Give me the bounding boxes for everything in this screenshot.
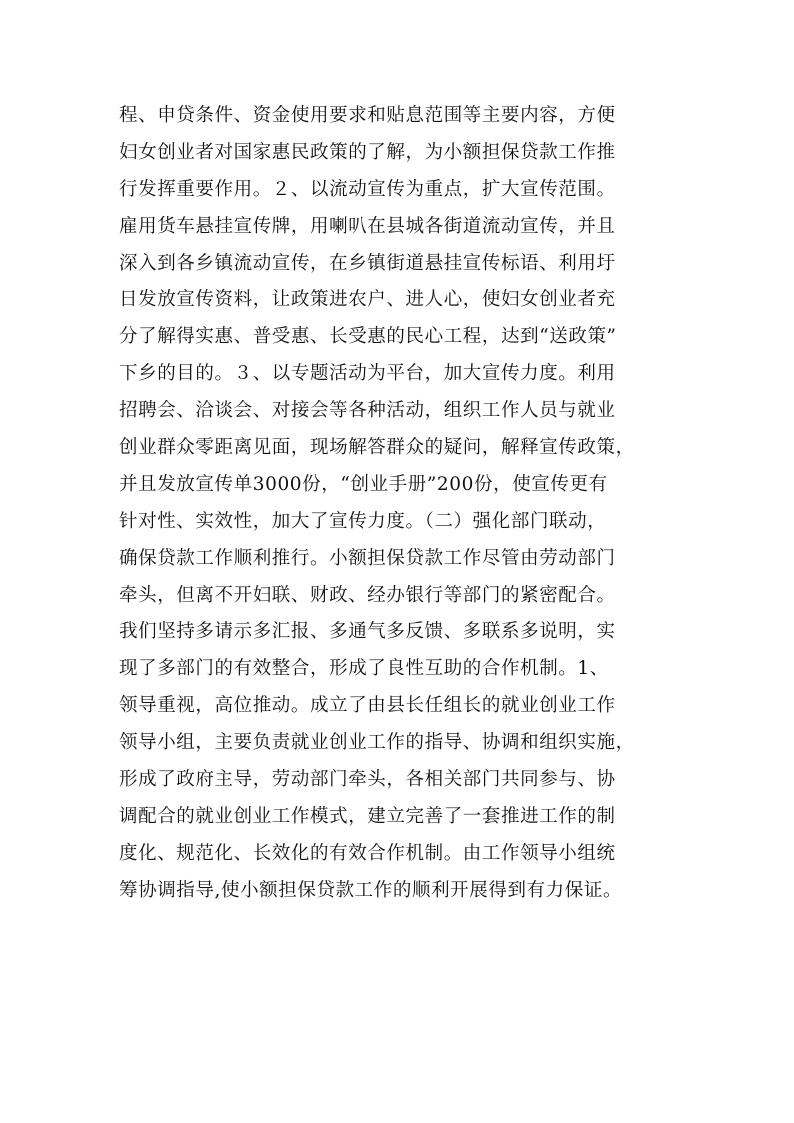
text-line: 招聘会、洽谈会、对接会等各种活动，组织工作人员与就业 — [119, 400, 616, 422]
text-line: 分了解得实惠、普受惠、长受惠的民心工程，达到“送政策” — [119, 326, 617, 348]
text-line: 程、申贷条件、资金使用要求和贴息范围等主要内容，方便 — [119, 105, 616, 126]
text-line: 领导重视，高位推动。成立了由县长任组长的就业创业工作 — [119, 695, 616, 717]
text-line: 创业群众零距离见面，现场解答群众的疑问，解释宣传政策， — [119, 437, 635, 459]
text-line: 现了多部门的有效整合，形成了良性互助的合作机制。1、 — [119, 658, 609, 680]
text-line: 领导小组，主要负责就业创业工作的指导、协调和组织实施， — [119, 732, 635, 754]
text-line: 雇用货车悬挂宣传牌，用喇叭在县城各街道流动宣传，并且 — [119, 215, 616, 237]
text-line: 调配合的就业创业工作模式，建立完善了一套推进工作的制 — [119, 805, 616, 827]
text-line: 形成了政府主导，劳动部门牵头，各相关部门共同参与、协 — [119, 769, 616, 791]
text-line: 并且发放宣传单3000份，“创业手册”200份，使宣传更有 — [119, 473, 608, 495]
text-line: 行发挥重要作用。２、以流动宣传为重点，扩大宣传范围。 — [119, 178, 616, 200]
text-line: 日发放宣传资料，让政策进农户、进人心，使妇女创业者充 — [119, 289, 616, 311]
text-line: 筹协调指导,使小额担保贷款工作的顺利开展得到有力保证。 — [119, 879, 623, 901]
text-line: 针对性、实效性，加大了宣传力度。（二）强化部门联动， — [119, 510, 607, 532]
text-line: 度化、规范化、长效化的有效合作机制。由工作领导小组统 — [119, 842, 616, 864]
text-line: 妇女创业者对国家惠民政策的了解，为小额担保贷款工作推 — [119, 141, 616, 163]
text-line: 下乡的目的。３、以专题活动为平台，加大宣传力度。利用 — [119, 363, 616, 385]
text-line: 深入到各乡镇流动宣传，在乡镇街道悬挂宣传标语、利用圩 — [119, 252, 616, 274]
text-line: 确保贷款工作顺利推行。小额担保贷款工作尽管由劳动部门 — [119, 547, 616, 569]
text-line: 我们坚持多请示多汇报、多通气多反馈、多联系多说明，实 — [119, 621, 616, 643]
text-line: 牵头，但离不开妇联、财政、经办银行等部门的紧密配合。 — [119, 584, 616, 606]
body-paragraph — [119, 98, 689, 910]
